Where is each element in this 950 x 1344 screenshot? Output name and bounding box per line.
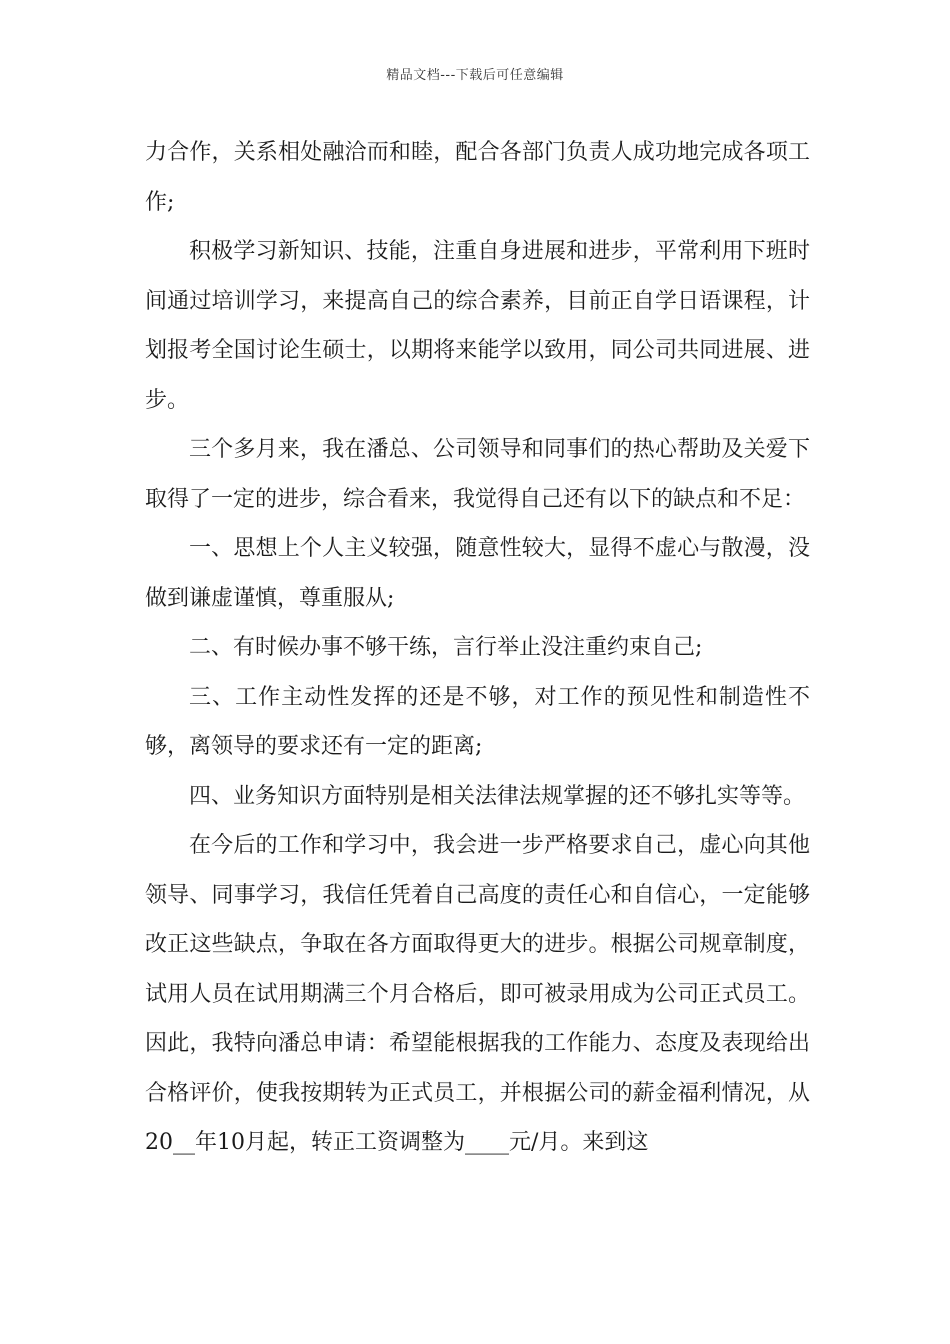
paragraph-2: 积极学习新知识、技能，注重自身进展和进步，平常利用下班时间通过培训学习，来提高自己的综合素养，目前正自学日语课程，计划报考全国讨论生硕士，以期将来能学以致用，同公司共同进展、进步。 (145, 239, 810, 413)
paragraph-4: 一、思想上个人主义较强，随意性较大，显得不虚心与散漫，没做到谦虚谨慎，尊重服从; (145, 536, 810, 611)
paragraph-7: 四、业务知识方面特别是相关法律法规掌握的还不够扎实等等。 (189, 783, 806, 809)
paragraph-8: 在今后的工作和学习中，我会进一步严格要求自己，虚心向其他领导、同事学习，我信任凭着自己高度的责任心和自信心，一定能够改正这些缺点，争取在各方面取得更大的进步。根据公司规章制度，试用人员在试用期满三个月合格后，即可被录用成为公司正式员工。因此，我特向潘总申请：希望能根据我的工作能力、态度及表现给出合格评价，使我按期转为正式员工，并根据公司的薪金福利情况，从20__年10月起，转正工资调整为____元/月。来到这 (145, 833, 810, 1155)
page-header: 精品文档---下载后可任意编辑 (386, 68, 564, 83)
paragraph-3: 三个多月来，我在潘总、公司领导和同事们的热心帮助及关爱下取得了一定的进步，综合看来，我觉得自己还有以下的缺点和不足： (145, 437, 810, 512)
paragraph-6: 三、工作主动性发挥的还是不够，对工作的预见性和制造性不够，离领导的要求还有一定的距离; (145, 684, 810, 759)
paragraph-5: 二、有时候办事不够干练，言行举止没注重约束自己; (189, 635, 703, 660)
paragraph-1: 力合作，关系相处融洽而和睦，配合各部门负责人成功地完成各项工作; (145, 140, 810, 215)
document-body (145, 128, 810, 1168)
